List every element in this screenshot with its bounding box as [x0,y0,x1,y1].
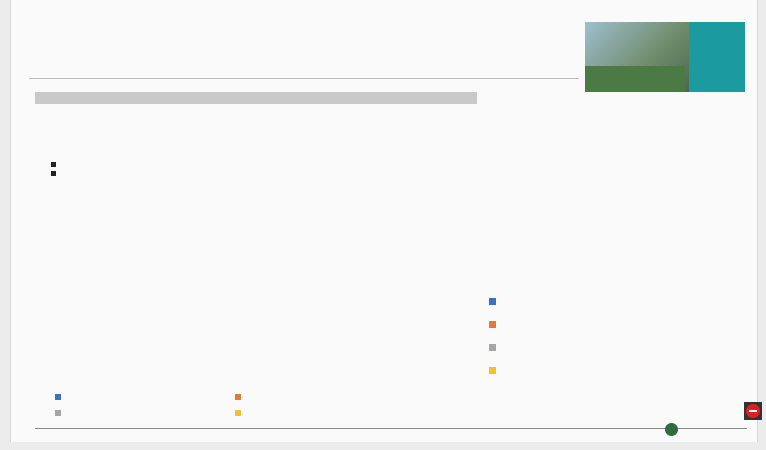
stop-recording-button[interactable] [744,402,762,420]
stop-icon [746,404,760,418]
